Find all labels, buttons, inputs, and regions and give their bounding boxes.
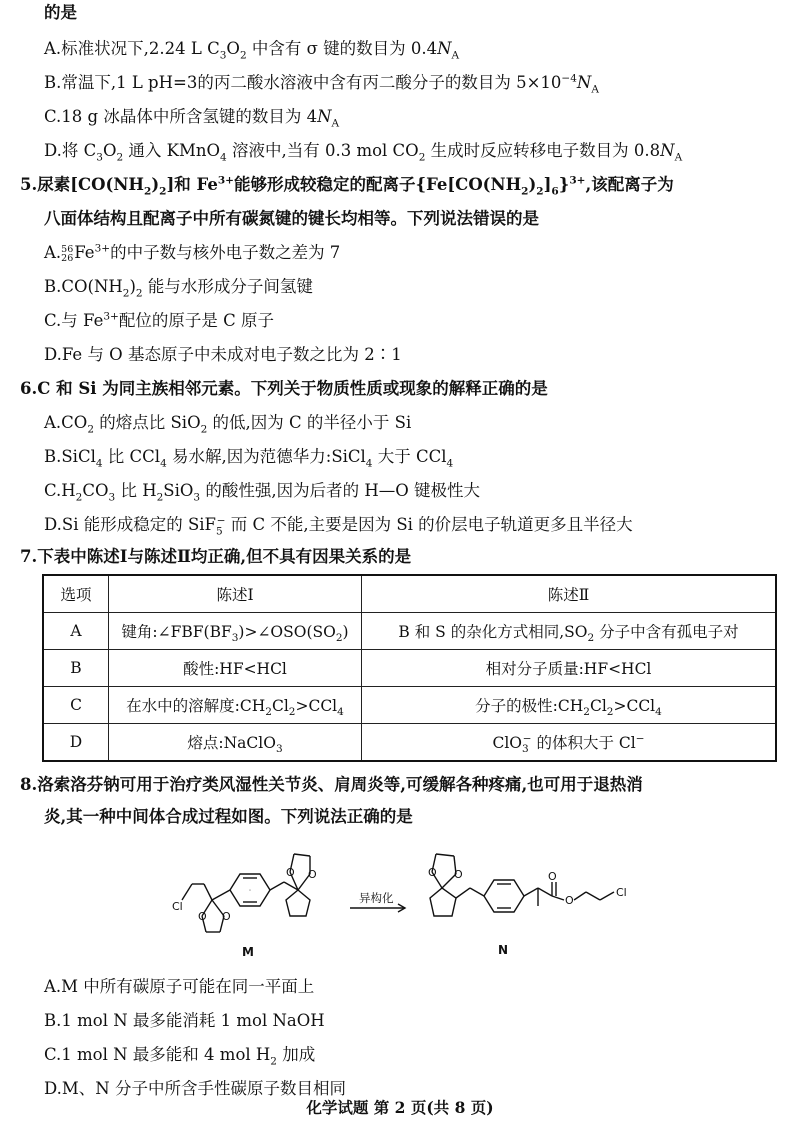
row-statement-1: 键角$:\angle FBF(BF_3)>\angle OSO(SO_2)$ xyxy=(109,613,362,650)
reaction-scheme xyxy=(160,838,680,968)
q6-stem: 6.C 和 Si 为同主族相邻元素。下列关于物质性质或现象的解释正确的是 xyxy=(20,379,548,398)
q7-table xyxy=(42,574,777,762)
q5-stem-line2: 八面体结构且配离子中所有碳氮键的键长均相等。下列说法错误的是 xyxy=(44,209,539,228)
row-option: B xyxy=(43,650,109,687)
row-statement-1: 在水中的溶解度$:CH_2Cl_2>CCl_4$ xyxy=(109,687,362,724)
row-statement-2: B 和 S 的杂化方式相同$,SO_2$ 分子中含有孤电子对 xyxy=(362,613,777,650)
header-statement-1: 陈述Ⅰ xyxy=(109,575,362,613)
row-statement-2: 分子的极性$:CH_2Cl_2>CCl_4$ xyxy=(362,687,777,724)
label-n: N xyxy=(498,943,509,957)
q8-option-b: B.1 mol N 最多能消耗 1 mol NaOH xyxy=(44,1011,325,1030)
q4-option-a: A.标准状况下,2.24 L $C_3O_2$ 中含有 σ 键的数目为 $0.4N_A$ xyxy=(44,39,460,62)
cl-label-m: Cl xyxy=(172,900,183,913)
o-label: O xyxy=(565,894,574,907)
q4-option-b: B.常温下,1 L pH=3的丙二酸水溶液中含有丙二酸分子的数目为 $5\times 10^{-4}N_A$ xyxy=(44,72,599,96)
row-statement-1: 熔点:NaClO$_3$ xyxy=(109,724,362,762)
row-option: C xyxy=(43,687,109,724)
q7-stem: 7.下表中陈述Ⅰ与陈述Ⅱ均正确,但不具有因果关系的是 xyxy=(20,547,412,566)
o-label: O xyxy=(428,866,437,879)
q4-option-d: D.将 $C_3O_2$ 通入 KMnO$_4$ 溶液中,当有 0.3 mol $CO_2$ 生成时反应转移电子数目为 $0.8N_A$ xyxy=(44,141,683,164)
row-statement-2: ClO$_3$− 的体积大于 Cl− xyxy=(362,724,777,762)
q5-option-b: $B.CO(NH_2)_2$ 能与水形成分子间氢键 xyxy=(44,277,313,300)
cl-label-n: Cl xyxy=(616,886,627,899)
o-label: O xyxy=(548,870,557,883)
row-statement-2: 相对分子质量:HF<HCl xyxy=(362,650,777,687)
table-row xyxy=(43,613,776,650)
q5-option-c: C.与 $Fe^{3+}$配位的原子是 C 原子 xyxy=(44,310,274,330)
table-row xyxy=(43,687,776,724)
row-option: D xyxy=(43,724,109,762)
o-label: O xyxy=(222,910,231,923)
table-header-row xyxy=(43,575,776,613)
q5-stem-line1: 5.尿素$[CO(NH_2)_2]$和 $Fe^{3+}$能够形成较稳定的配离子$\{Fe[CO(NH_2)_2]_6\}^{3+}$,该配离子为 xyxy=(20,174,674,198)
o-label: O xyxy=(454,868,463,881)
label-m: M xyxy=(242,945,254,959)
arrow-label: 异构化 xyxy=(359,891,394,905)
header-option: 选项 xyxy=(43,575,109,613)
q8-stem-line1: 8.洛索洛芬钠可用于治疗类风湿性关节炎、肩周炎等,可缓解各种疼痛,也可用于退热消 xyxy=(20,775,643,794)
table-row xyxy=(43,724,776,762)
page-footer: 化学试题 第 2 页(共 8 页) xyxy=(306,1098,494,1117)
q8-option-d: D.M、N 分子中所含手性碳原子数目相同 xyxy=(44,1079,346,1098)
o-label: O xyxy=(198,910,207,923)
q4-stem-tail: 的是 xyxy=(44,3,77,22)
q6-option-a: $A.CO_2$ 的熔点比 SiO$_2$ 的低,因为 C 的半径小于 Si xyxy=(44,413,412,436)
header-statement-2: 陈述Ⅱ xyxy=(362,575,777,613)
o-label: O xyxy=(286,866,295,879)
row-statement-1: 酸性:HF<HCl xyxy=(109,650,362,687)
q6-option-b: B.SiCl$_4$ 比 CCl$_4$ 易水解,因为范德华力:SiCl$_4$ 大于 CCl$_4$ xyxy=(44,447,454,470)
q6-option-d: D.Si 能形成稳定的 SiF$_5$− 而 C 不能,主要是因为 Si 的价层电子轨道更多且半径大 xyxy=(44,514,633,538)
table-row xyxy=(43,650,776,687)
q5-option-a: A. 56 26 $Fe^{3+}$的中子数与核外电子数之差为 7 xyxy=(44,242,341,264)
q5-option-d: D.Fe 与 O 基态原子中未成对电子数之比为 2∶1 xyxy=(44,345,402,364)
q4-option-c: C.18 g 冰晶体中所含氢键的数目为 $4N_A$ xyxy=(44,107,340,130)
q8-stem-line2: 炎,其一种中间体合成过程如图。下列说法正确的是 xyxy=(44,807,413,826)
q8-option-c: C.1 mol N 最多能和 4 mol $H_2$ 加成 xyxy=(44,1045,316,1068)
o-label: O xyxy=(308,868,317,881)
q6-option-c: $C.H_2CO_3$ 比 $H_2SiO_3$ 的酸性强,因为后者的 H—O 键极性大 xyxy=(44,481,480,504)
row-option: A xyxy=(43,613,109,650)
q8-option-a: A.M 中所有碳原子可能在同一平面上 xyxy=(44,977,315,996)
